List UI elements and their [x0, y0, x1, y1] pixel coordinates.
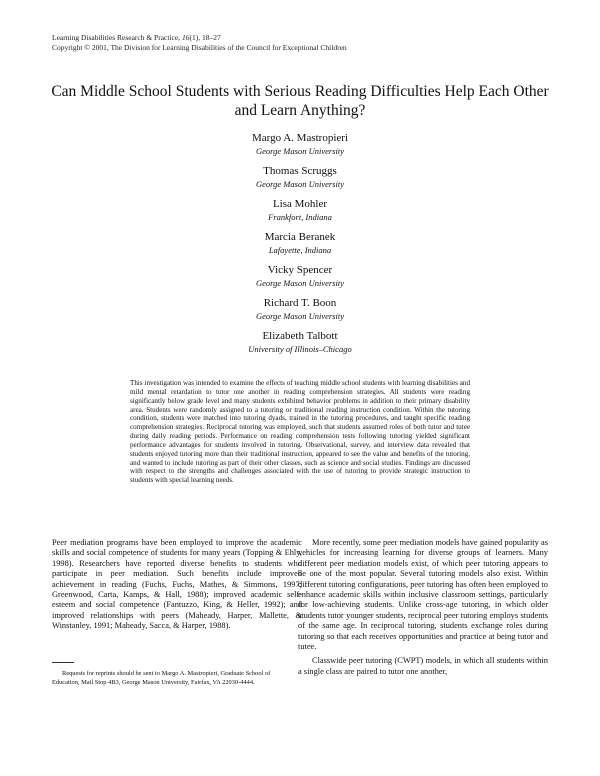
author-affiliation: Lafayette, Indiana [268, 245, 332, 255]
abstract: This investigation was intended to examine the effects of teaching middle school students with learning disabilities and mild mental retardation to tutor one another in reading comprehension strategies. All students were reading significantly below grade level and many students exhibited behavior problems in addition to their primary disability area. Students were randomly assigned to a tutoring or traditional reading instruction condition. Within the tutoring condition, students were matched into tutoring dyads, trained in the tutoring procedures, and taught specific reading comprehension strategies. Reciprocal tutoring was employed, such that students assumed roles of both tutor and tutee during daily reading periods. Performance on reading comprehension tests following tutoring yielded significant performance advantages for students involved in tutoring. Observational, survey, and interview data revealed that students enjoyed tutoring more than their traditional instruction, appeared to see the value and benefits of the tutoring, and wanted to include tutoring as part of their other classes, such as science and social studies. Findings are discussed with respect to the strengths and challenges associated with the use of tutoring to provide strategic instruction to students with special learning needs. [130, 379, 470, 485]
journal-header [52, 33, 347, 53]
footnote-divider [52, 662, 74, 663]
author-name: Richard T. Boon [263, 297, 337, 309]
author-affiliation: University of Illinois–Chicago [248, 344, 352, 354]
author-name: Vicky Spencer [267, 264, 333, 276]
article-title: Can Middle School Students with Serious Reading Difficulties Help Each Other and Learn Anything? [51, 83, 549, 119]
author-name: Margo A. Mastropieri [251, 132, 349, 144]
author-affiliation: George Mason University [256, 278, 344, 288]
author-affiliation: George Mason University [256, 179, 344, 189]
footnote: Requests for reprints should be sent to Margo A. Mastropieri, Graduate School of Education, Mail Stop 4B3, George Mason University, Fairfax, VA 22030-4444. [52, 670, 271, 686]
author-name: Elizabeth Talbott [262, 330, 338, 342]
author-entry [0, 263, 600, 296]
body-column-right [298, 538, 548, 677]
journal-volume: 16 [181, 33, 190, 42]
author-entry [0, 329, 600, 362]
author-affiliation: Frankfort, Indiana [268, 212, 332, 222]
author-entry [0, 296, 600, 329]
author-affiliation: George Mason University [256, 311, 344, 321]
author-entry [0, 197, 600, 230]
journal-citation: Learning Disabilities Research & Practice, 16(1), 18–27 [52, 33, 221, 42]
author-entry [0, 164, 600, 197]
author-name: Thomas Scruggs [263, 165, 337, 177]
author-list [0, 131, 600, 362]
body-paragraph: More recently, some peer mediation models have gained popularity as vehicles for increasing learning for diverse groups of learners. Many different peer mediation models exist, of which peer tutoring appears to be one of the most popular. Several tutoring models also exist. Within different tutoring configurations, peer tutoring has often been employed to enhance academic skills within inclusive classroom settings, particularly for low-achieving students. Unlike cross-age tutoring, in which older students tutor younger students, reciprocal peer tutoring employs students of the same age. In reciprocal tutoring, students exchange roles during tutoring so that each receives opportunities and practice at being tutor and tutee. [298, 538, 548, 652]
copyright-line: Copyright © 2001, The Division for Learning Disabilities of the Council for Exceptional Children [52, 43, 347, 52]
author-affiliation: George Mason University [256, 146, 344, 156]
body-paragraph: Classwide peer tutoring (CWPT) models, in which all students within a single class are paired to tutor one another, [298, 656, 548, 676]
body-column-left [52, 538, 302, 632]
author-entry [0, 230, 600, 263]
author-name: Marcia Beranek [264, 231, 336, 243]
author-entry [0, 131, 600, 164]
author-name: Lisa Mohler [272, 198, 328, 210]
body-paragraph: Peer mediation programs have been employed to improve the academic skills and social competence of students for many years (Topping & Ehly, 1998). Researchers have reported diverse benefits to students who participate in peer mediation. Such benefits include improved achievement in reading (Fuchs, Fuchs, Mathes, & Simmons, 1997; Greenwood, Carta, Kamps, & Hall, 1988); improved academic self-esteem and social competence (Fantuzzo, King, & Heller, 1992); and improved relationships with peers (Maheady, Harper, Mallette, & Winstanley, 1991; Maheady, Sacca, & Harper, 1988). [52, 538, 302, 631]
